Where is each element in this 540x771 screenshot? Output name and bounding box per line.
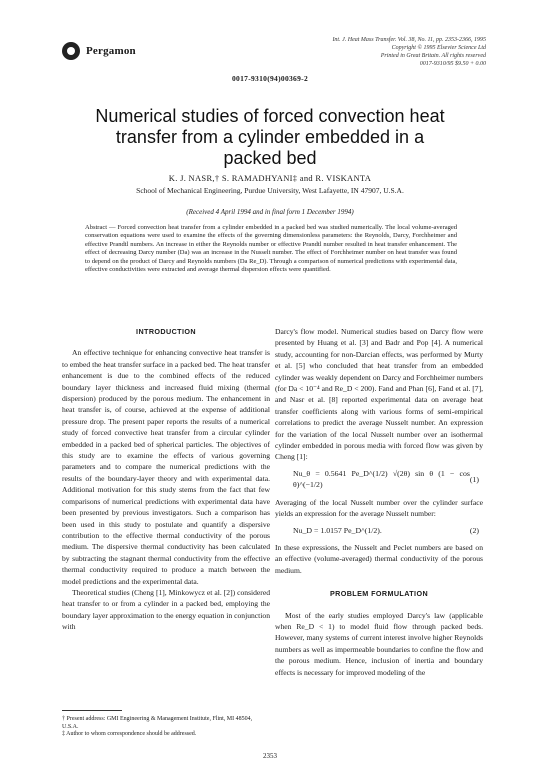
journal-line: Int. J. Heat Mass Transfer. Vol. 38, No. 11, pp. 2353-2366, 1995 [332,37,486,43]
paper-title [60,106,480,169]
abstract-text: Forced convection heat transfer from a cylinder embedded in a packed bed was studied numerically. The local volume-averaged conservation equations were used to examine the effects of the governing dimensionless parameters: the Reynolds, Darcy, Forchheimer and effective Prandtl numbers. An increase in either the Reynolds number or effective Prandtl number resulted in heat transfer enhancement. The effect of decreasing Darcy number (Da) was an increase in the Nusselt number. The effect of Forchheimer number on heat transfer was found to depend on the product of Darcy and Reynolds numbers (Da Re_D). Through a comparison of numerical predictions with experimental data, effective conductivities were extracted and average thermal dispersion effects were quantified. [85,224,457,274]
journal-line: 0017-9310/95 $9.50 + 0.00 [419,61,486,67]
journal-info [256,36,486,68]
footnote: ‡ Author to whom correspondence should be addressed. [62,731,197,738]
equation-2-number: (2) [469,525,479,535]
authors: K. J. NASR,† S. RAMADHYANI‡ and R. VISKANTA [168,173,372,183]
abstract-label: Abstract [85,224,108,231]
section-heading-introduction: INTRODUCTION [136,327,196,336]
footnote-divider [62,710,122,711]
page-number: 2353 [263,752,277,760]
publisher-name: Pergamon [86,45,136,57]
abstract: Abstract — Forced convection heat transfer from a cylinder embedded in a packed bed was studied numerically. The local volume-averaged conservation equations were used to examine the effects of the governing dimensionless parameters: the Reynolds, Darcy, Forchheimer and effective Prandtl numbers. An increase in either the Reynolds number or effective Prandtl number resulted in heat transfer enhancement. The effect of decreasing Darcy number (Da) was an increase in the Nusselt number. The effect of Forchheimer number on heat transfer was found to depend on the product of Darcy and Reynolds numbers (Da Re_D). Through a comparison of numerical predictions with experimental data, effective conductivities were extracted and average thermal dispersion effects were quantified. [85,224,457,274]
equation-1-body: Nu_θ = 0.5641 Pe_D^(1/2) √(2θ) sin θ (1 − cos θ)^(−1/2) [293,468,470,490]
body-paragraph: In these expressions, the Nusselt and Peclet numbers are based on an effective (volume-averaged) thermal conductivity of the porous medium. [275,542,483,575]
right-column [275,326,483,678]
title-line: Numerical studies of forced convection heat [95,106,445,126]
received-date: (Received 4 April 1994 and in final form 1 December 1994) [186,208,354,216]
journal-line: Copyright © 1995 Elsevier Science Ltd [391,45,486,51]
body-paragraph: Averaging of the local Nusselt number over the cylinder surface yields an expression for the average Nusselt number: [275,497,483,519]
left-column [62,326,270,633]
publisher-header [62,42,136,60]
journal-line: Printed in Great Britain. All rights reserved [380,53,486,59]
intro-paragraph: An effective technique for enhancing convective heat transfer is to embed the heat transfer surface in a packed bed. The heat transfer enhancement is due to the combined effects of the reduced boundary layer thickness and increased fluid mixing (thermal dispersion) produced by the porous medium. The enhancement in heat transfer is, of course, achieved at the expense of additional pressure drop. The present paper reports the results of a numerical study of forced convective heat transfer from a circular cylinder embedded in a packed bed of spherical particles. The objectives of this study are to examine the effects of various governing parameters and to compare the numerical predictions with the results of the boundary-layer theory and with experimental data. Additional motivation for this study stems from the fact that few comparisons of numerical predictions with experimental data have been presented by previous investigators. Such a comparison has been used in this study to postulate and quantify a dispersive contribution to the effective thermal conductivity of the porous medium. The dispersive thermal conductivity has been calculated by subtracting the stagnant thermal conductivity from the effective thermal conductivity required to produce a match between the model predictions and the experimental data. [62,348,270,586]
formulation-paragraph: Most of the early studies employed Darcy's law (applicable when Re_D < 1) to model fluid flow through packed beds. However, many systems of current interest involve higher Reynolds numbers as well as impermeable boundaries to confine the flow and the porous medium. Hence, inclusion of inertia and boundary effects is necessary for improved modeling of the [275,610,483,677]
title-line: transfer from a cylinder embedded in a [115,127,425,147]
intro-paragraph: Theoretical studies (Cheng [1], Minkowycz et al. [2]) considered heat transfer to or from a cylinder in a packed bed, employing the boundary layer approximation to the energy equation in conjunction with [62,587,270,632]
equation-1-number: (1) [469,474,479,484]
footnotes [62,716,270,739]
article-id: 0017-9310(94)00369-2 [232,74,308,83]
title-line: packed bed [223,148,317,168]
affiliation: School of Mechanical Engineering, Purdue University, West Lafayette, IN 47907, U.S.A. [136,186,404,195]
equation-2 [275,525,483,536]
body-paragraph: Darcy's flow model. Numerical studies based on Darcy flow were presented by Huang et al. [3] and Badr and Pop [4]. A numerical study, accounting for non-Darcian effects, was performed by Murty et al. [5] who concluded that heat transfer from an embedded cylinder was weakly dependent on Darcy and Forchheimer numbers (for Da < 10⁻⁴ and Re_D < 200). Fand and Phan [6], Fand et al. [7], and Nasr et al. [8] reported experimental data on average heat transfer coefficients along with various forms of semi-empirical correlations to predict the average Nusselt number. An expression for the variation of the local Nusselt number over an isothermal cylinder embedded in porous media with forced flow was given by Cheng [1]: [275,327,483,462]
equation-1 [275,468,483,491]
footnote: † Present address: GMI Engineering & Management Institute, Flint, MI 48504, U.S.A. [62,716,253,730]
equation-2-body: Nu_D = 1.0157 Pe_D^(1/2). [293,525,382,535]
publisher-logo-icon [62,42,80,60]
section-heading-problem-formulation: PROBLEM FORMULATION [329,589,429,599]
